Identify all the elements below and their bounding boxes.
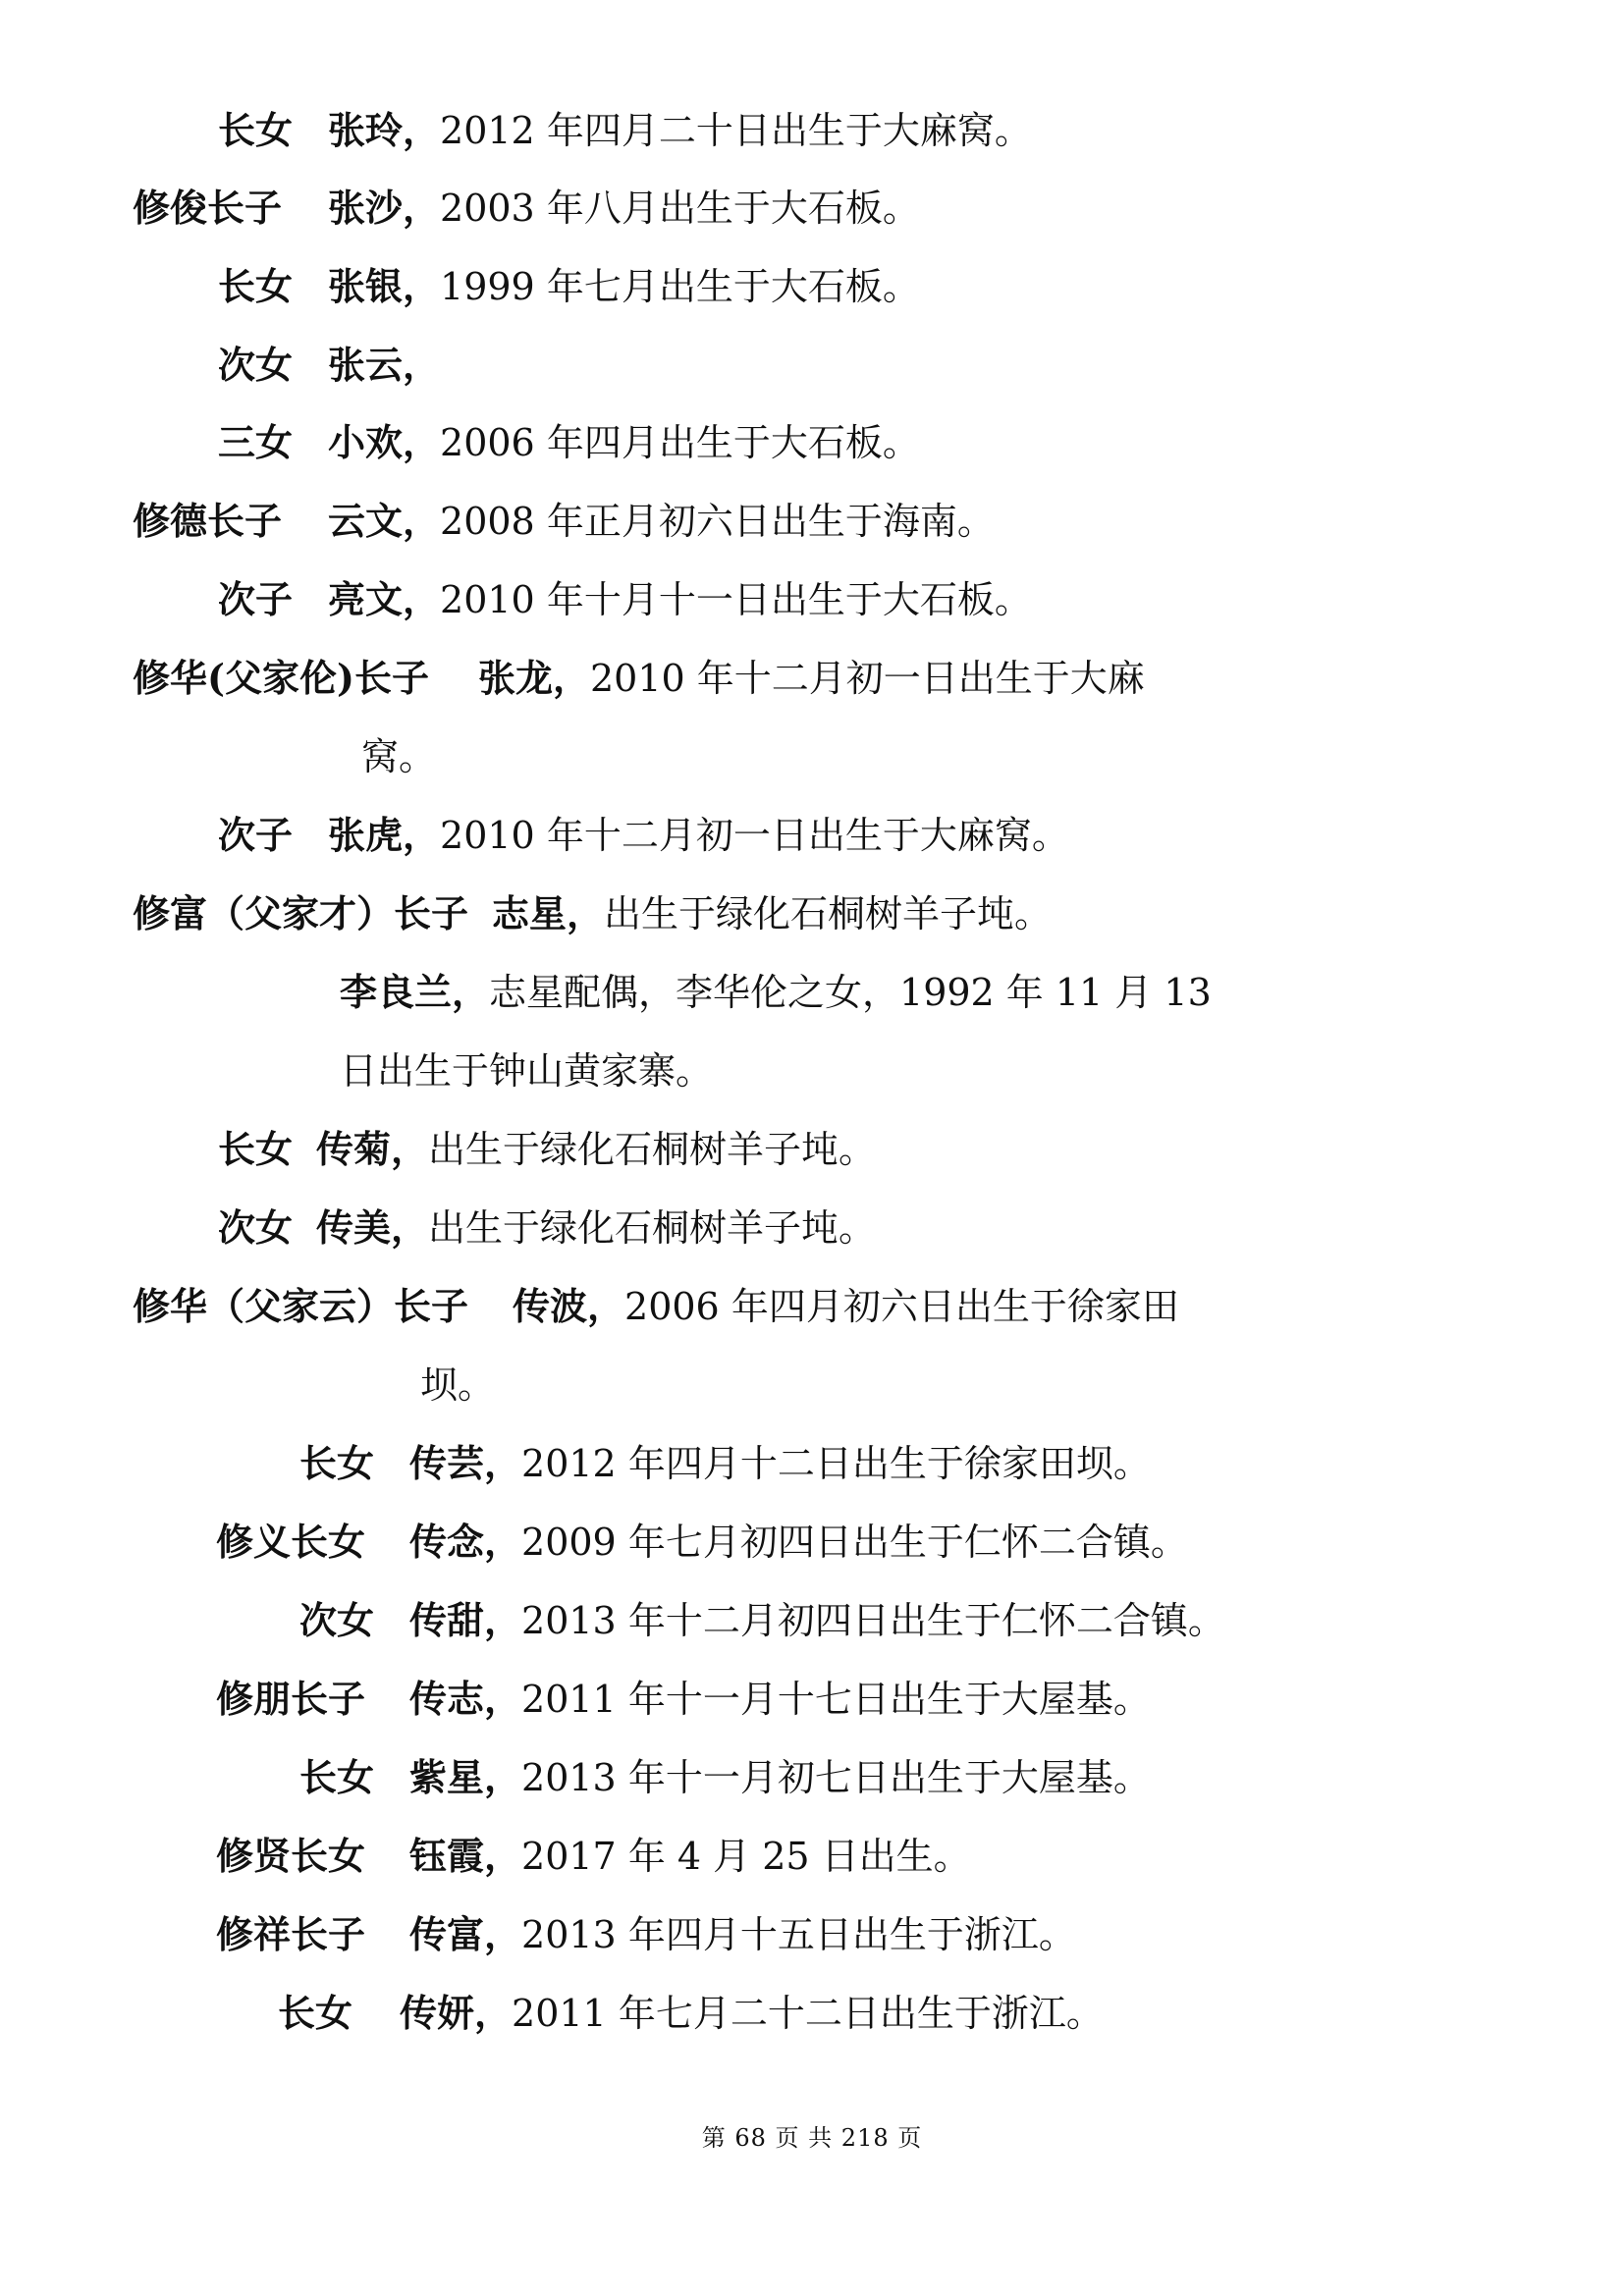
entry-name: 张玲， — [328, 108, 441, 152]
entry-name: 传妍， — [400, 1991, 513, 2035]
entry-role: 长女 — [218, 108, 294, 152]
entry-role: 修祥长子 — [216, 1912, 366, 1956]
entry-role: 长女 — [299, 1755, 375, 1799]
entry-line — [133, 654, 1145, 703]
entry-line — [218, 575, 1032, 624]
entry-text: 2011 年七月二十二日出生于浙江。 — [512, 1992, 1104, 2035]
entry-name: 张龙， — [477, 656, 590, 700]
entry-text: 2011 年十一月十七日出生于大屋基。 — [521, 1678, 1151, 1721]
entry-line — [218, 418, 920, 467]
entry-line — [133, 497, 995, 546]
entry-text: 2006 年四月初六日出生于徐家田 — [624, 1285, 1179, 1328]
entry-name: 张沙， — [328, 186, 441, 230]
entry-role: 修贤长女 — [216, 1834, 366, 1878]
entry-role: 修德长子 — [133, 499, 283, 543]
entry-role: 修义长女 — [216, 1520, 366, 1564]
entry-name: 传念， — [409, 1520, 522, 1564]
entry-line — [340, 968, 1212, 1017]
entry-text: 2009 年七月初四日出生于仁怀二合镇。 — [521, 1521, 1188, 1564]
entry-text: 2010 年十二月初一日出生于大麻窝。 — [440, 814, 1069, 857]
entry-role: 长女 — [299, 1441, 375, 1485]
entry-continuation: 坝。 — [420, 1363, 496, 1407]
entry-name: 张云， — [328, 343, 441, 387]
entry-text: 2013 年四月十五日出生于浙江。 — [521, 1913, 1076, 1956]
entry-role: 次女 — [218, 1205, 294, 1250]
entry-text: 1999 年七月出生于大石板。 — [440, 265, 920, 308]
entry-text: 志星配偶，李华伦之女，1992 年 11 月 13 — [489, 971, 1212, 1014]
entry-line — [278, 1989, 1104, 2038]
entry-name: 张虎， — [328, 813, 441, 857]
entry-role: 三女 — [218, 420, 294, 464]
entry-line — [299, 1596, 1225, 1645]
entry-role: 修朋长子 — [216, 1677, 366, 1721]
entry-text: 2008 年正月初六日出生于海南。 — [440, 500, 995, 543]
entry-role: 次子 — [218, 577, 294, 621]
entry-line — [218, 1125, 876, 1174]
entry-line — [133, 1282, 1179, 1331]
entry-text: 2010 年十二月初一日出生于大麻 — [589, 657, 1145, 700]
entry-line — [218, 811, 1069, 860]
entry-line — [218, 341, 440, 390]
entry-role: 长女 — [278, 1991, 353, 2035]
entry-line — [216, 1832, 971, 1881]
entry-line — [216, 1910, 1076, 1959]
entry-role: 长女 — [218, 1127, 294, 1171]
entry-name: 张银， — [328, 264, 441, 308]
entry-text: 出生于绿化石桐树羊子坉。 — [604, 892, 1053, 935]
entry-role: 次女 — [299, 1598, 375, 1642]
entry-name: 亮文， — [328, 577, 441, 621]
entry-name: 小欢， — [328, 420, 441, 464]
entry-name: 云文， — [328, 499, 441, 543]
entry-line — [299, 1439, 1151, 1488]
entry-text: 2003 年八月出生于大石板。 — [440, 187, 920, 230]
entry-name: 志星， — [492, 891, 605, 935]
entry-text: 2013 年十二月初四日出生于仁怀二合镇。 — [521, 1599, 1225, 1642]
entry-role: 次女 — [218, 343, 294, 387]
entry-text: 2012 年四月十二日出生于徐家田坝。 — [521, 1442, 1151, 1485]
entry-line — [299, 1753, 1151, 1802]
entry-text: 出生于绿化石桐树羊子坉。 — [428, 1128, 877, 1171]
entry-name: 传富， — [409, 1912, 522, 1956]
entry-text: 2010 年十月十一日出生于大石板。 — [440, 578, 1032, 621]
entry-text: 2013 年十一月初七日出生于大屋基。 — [521, 1756, 1151, 1799]
entry-line — [216, 1518, 1188, 1567]
entry-text: 2012 年四月二十日出生于大麻窝。 — [440, 109, 1032, 152]
entry-name: 钰霞， — [409, 1834, 522, 1878]
entry-text: 出生于绿化石桐树羊子坉。 — [428, 1206, 877, 1250]
entry-role: 修华(父家伦)长子 — [133, 656, 429, 700]
entry-role: 修华（父家云）长子 — [133, 1284, 469, 1328]
entry-line — [218, 1203, 876, 1253]
entry-role: 修俊长子 — [133, 186, 283, 230]
entry-line — [133, 889, 1052, 938]
entry-name: 传芸， — [409, 1441, 522, 1485]
entry-name: 传波， — [513, 1284, 625, 1328]
entry-continuation: 日出生于钟山黄家寨。 — [340, 1049, 714, 1093]
entry-name: 传甜， — [409, 1598, 522, 1642]
entry-text: 2006 年四月出生于大石板。 — [440, 421, 920, 464]
entry-role: 长女 — [218, 264, 294, 308]
entry-line — [133, 184, 920, 233]
entry-line — [216, 1675, 1151, 1724]
entry-role: 修富（父家才）长子 — [133, 891, 469, 935]
entry-continuation: 窝。 — [361, 735, 437, 778]
page-footer: 第 68 页 共 218 页 — [701, 2124, 923, 2152]
entry-text: 2017 年 4 月 25 日出生。 — [521, 1835, 971, 1878]
entry-name: 李良兰， — [340, 970, 490, 1014]
entry-role: 次子 — [218, 813, 294, 857]
entry-name: 传菊， — [316, 1127, 429, 1171]
entry-line — [218, 106, 1032, 155]
entry-name: 传美， — [316, 1205, 429, 1250]
entry-name: 紫星， — [409, 1755, 522, 1799]
entry-line — [218, 262, 920, 311]
entry-name: 传志， — [409, 1677, 522, 1721]
